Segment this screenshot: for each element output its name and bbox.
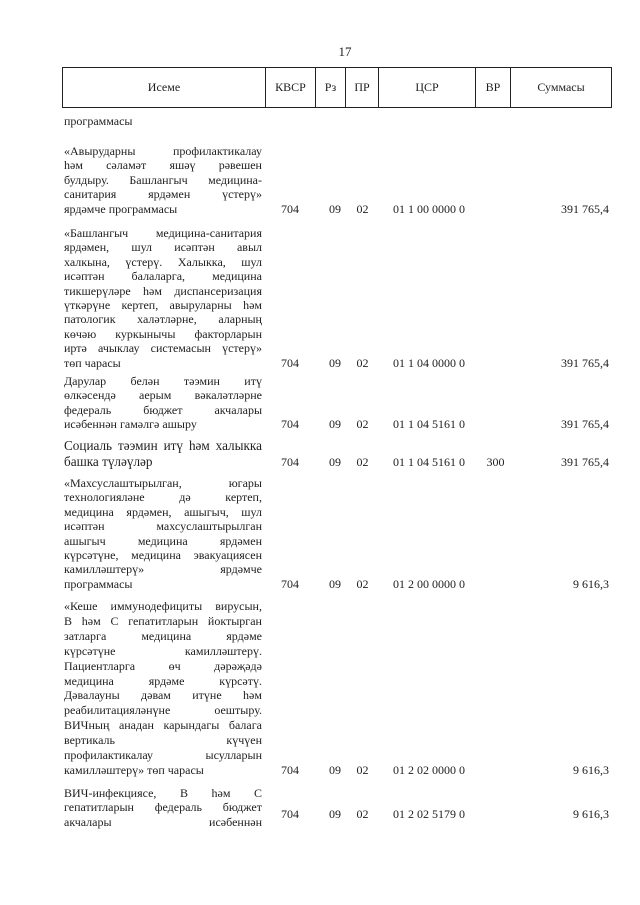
row-csr-value: 01 1 04 0000 0 [393,355,465,370]
row-name-line: төп чарасы [64,355,121,370]
row-name-line: Пациентларга өч дәрәҗәдә [64,658,262,673]
row-name-line: реабилитацияләнүне оештыру. [64,703,262,718]
row-name-line: иртә ачыклау системасын үстерү» [64,341,262,356]
row-name-line: патологик халәтләрне, аларның [64,312,262,327]
row-name-line: технологияләне дә кертеп, [64,490,262,505]
row-kvsr-value: 704 [281,355,299,370]
row-sum-value: 391 765,4 [561,355,609,370]
header-kvsr: КВСР [266,68,316,107]
row-csr-value: 01 1 04 5161 0 [393,417,465,432]
row-name-line: «Авырударны профилактикалау [64,144,262,158]
row-name-line: медицина ярдәме күрсәтү. [64,673,262,688]
row-name-line: Дәвалауны дәвам итүне һәм [64,688,262,703]
row-name-line: Социаль тәэмин итү һәм халыкка [64,438,262,453]
row-name-line: программасы [64,576,133,591]
row-kvsr-value: 704 [281,576,299,591]
row-pr-value: 02 [356,807,369,821]
row-pr-value: 02 [356,355,369,370]
row-sum-value: 391 765,4 [561,417,609,432]
row-name-line: күрсәтүне камилләштерү. [64,643,262,658]
row-name-line: камилләштерү» төп чарасы [64,762,204,777]
row-name-line: ашыгыч медицина ярдәмен [64,533,262,548]
row-name-line: профилактикалау ысулларын [64,748,262,762]
row-pr-value: 02 [356,454,369,469]
row-name-line: исәбеннән гамәлгә ашыру [64,417,197,432]
row-csr-value: 01 1 00 0000 0 [393,201,465,216]
row-name-line: һәм сәламәт яшәү рәвешен [64,158,262,173]
row-sum-value: 9 616,3 [573,576,609,591]
row-name-line: затларга медицина ярдәме [64,628,262,643]
row-name-line: гепатитларын федераль бюджет [64,800,262,815]
row-name-line: башка түләүләр [64,453,153,469]
row-name-line: өлкәсендә аерым вәкаләтләрне [64,388,262,403]
row-pr-value: 02 [356,417,369,432]
row-name-line: санитария ярдәмен үстерү» [64,187,262,202]
row-pr-value: 02 [356,763,369,777]
row-rz-value: 09 [329,201,341,216]
row-name-line: күрсәтүне, медицина эвакуациясен [64,548,262,562]
row-name-line: федераль бюджет акчалары [64,402,262,417]
row-name-line: исәптән махсуслаштырылган [64,519,262,534]
header-rz: Рз [316,68,346,107]
row-name-line: В һәм С гепатитларын йоктырган [64,613,262,628]
row-kvsr-value: 704 [281,807,299,821]
row-rz-value: 09 [329,576,341,591]
header-vr: ВР [476,68,511,107]
row-csr-value: 01 2 02 5179 0 [393,807,465,821]
row-name-line: камилләштерү» ярдәмче [64,562,262,577]
row-name-line: Дарулар белән тәэмин итү [64,374,262,388]
row-csr-value: 01 2 00 0000 0 [393,576,465,591]
page-number: 17 [338,44,352,59]
row-rz-value: 09 [329,807,341,821]
row-csr-value: 01 2 02 0000 0 [393,763,465,777]
row-name-line: «Кеше иммунодефициты вирусын, [64,599,262,613]
row-sum-value: 391 765,4 [561,454,609,469]
row-name-line: медицина ярдәмен, ашыгыч, шул [64,504,262,519]
row-name-line: вертикаль күчүен [64,733,262,748]
row-name-line: үткәрүне кертеп, авыруларны һәм [64,298,262,312]
row-rz-value: 09 [329,417,341,432]
row-kvsr-value: 704 [281,763,299,777]
row-pr-value: 02 [356,201,369,216]
row-name-line: ВИЧ-инфекциясе, В һәм С [64,786,262,800]
row-name-line: ярдәмен, шул исәптән авыл [64,240,262,255]
row-rz-value: 09 [329,454,341,469]
row-name-line: халкына, үстерү. Халыкка, шул [64,254,262,269]
row-sum-value: 9 616,3 [573,763,609,777]
row-rz-value: 09 [329,763,341,777]
row-name-line: ярдәмче программасы [64,201,178,216]
table-header [62,67,612,108]
row-name-line: ВИЧның анадан карындагы балага [64,718,262,733]
header-name: Исеме [63,68,266,107]
row-name-line: «Махсуслаштырылган, югары [64,476,262,490]
row-kvsr-value: 704 [281,201,299,216]
row-name-line: тикшерүләре һәм диспансеризация [64,283,262,298]
row-kvsr-value: 704 [281,454,299,469]
row-pr-value: 02 [356,576,369,591]
header-sum: Суммасы [537,80,585,94]
row-vr-value: 300 [486,454,505,469]
row-sum-value: 391 765,4 [561,201,609,216]
header-pr: ПР [346,68,379,107]
row-kvsr-value: 704 [281,417,299,432]
row-rz-value: 09 [329,355,341,370]
header-csr: ЦСР [379,68,476,107]
row-name-line: «Башлангыч медицина-санитария [64,226,262,240]
row-name-line: көчәю куркынычы факторларын [64,326,262,341]
row-name-line: акчалары исәбеннән [64,814,262,829]
row-csr-value: 01 1 04 5161 0 [393,454,465,469]
row-sum-value: 9 616,3 [573,807,609,821]
row-name-line: программасы [64,114,133,128]
row-name-line: исәптән балаларга, медицина [64,269,262,284]
row-name-line: булдыру. Башлангыч медицина- [64,172,262,187]
